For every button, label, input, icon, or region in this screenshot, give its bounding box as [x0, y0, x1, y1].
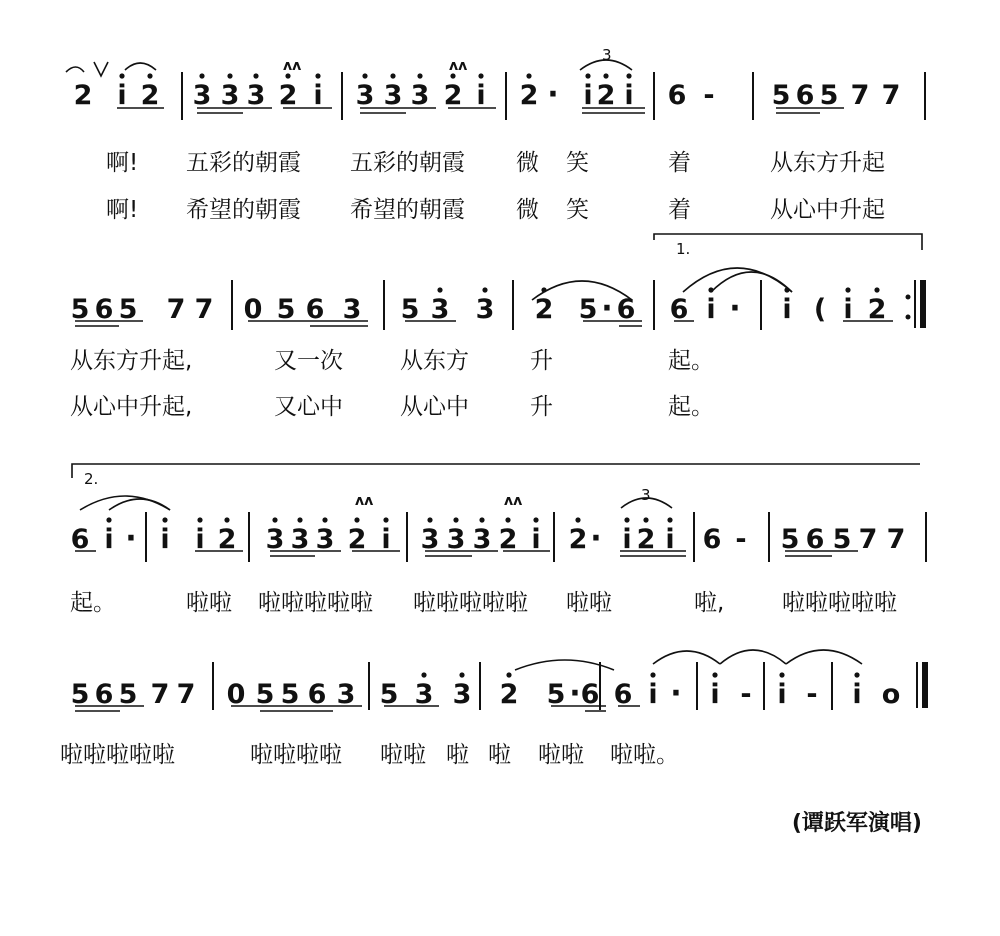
volta-second-label: 2.: [84, 470, 99, 488]
octave-dot: [482, 287, 487, 292]
octave-dot: [533, 517, 538, 522]
note: 2: [73, 80, 93, 111]
note: i: [622, 524, 632, 555]
lyric-s1-v1-2: 五彩的朝霞: [350, 150, 465, 176]
octave-dot: [603, 73, 608, 78]
note: 6: [613, 679, 633, 710]
note: 2: [636, 524, 656, 555]
note: 3: [220, 80, 240, 111]
note: i: [195, 524, 205, 555]
tie: [653, 651, 720, 664]
note: 0: [226, 679, 246, 710]
tie: [786, 650, 862, 664]
note: 6: [702, 524, 722, 555]
lyric-s1-v2-3: 微: [516, 197, 539, 223]
lyric-s1-v2-6: 从心中升起: [770, 197, 885, 223]
note: 2: [596, 80, 616, 111]
note: 3: [414, 679, 434, 710]
note: 3: [420, 524, 440, 555]
octave-dot: [874, 287, 879, 292]
lyric-s3-1: 啦啦: [186, 590, 232, 616]
note: 6: [795, 80, 815, 111]
note: 7: [881, 80, 901, 111]
octave-dot: [650, 672, 655, 677]
note: 2: [443, 80, 463, 111]
svg-text:ʌʌ: ʌʌ: [504, 493, 523, 509]
lyric-s2-v2-2: 从心中: [400, 394, 469, 420]
note: 5: [780, 524, 800, 555]
lyric-s2-v2-0: 从心中升起,: [70, 394, 193, 420]
note: 2: [498, 524, 518, 555]
octave-dot: [253, 73, 258, 78]
note: 6: [805, 524, 825, 555]
octave-dot: [197, 517, 202, 522]
note: 3: [410, 80, 430, 111]
octave-dot: [227, 73, 232, 78]
octave-dot: [453, 517, 458, 522]
note: 7: [194, 294, 214, 325]
note: i: [777, 679, 787, 710]
lyric-s1-v1-3: 微: [516, 150, 539, 176]
note: 7: [858, 524, 878, 555]
lyric-s3-2: 啦啦啦啦啦: [258, 590, 373, 616]
octave-dot: [626, 73, 631, 78]
octave-dot: [383, 517, 388, 522]
note: ·: [590, 521, 602, 556]
lyric-s1-v2-5: 着: [668, 197, 691, 223]
svg-text:ʌʌ: ʌʌ: [449, 58, 468, 74]
note: o: [881, 679, 901, 710]
note: 3: [472, 524, 492, 555]
note: 5: [832, 524, 852, 555]
lyric-s4-6: 啦啦。: [610, 742, 679, 768]
octave-dot: [322, 517, 327, 522]
note: 5: [379, 679, 399, 710]
note: 5: [70, 294, 90, 325]
octave-dot: [119, 73, 124, 78]
lyric-s2-v1-4: 起。: [668, 348, 714, 374]
octave-dot: [479, 517, 484, 522]
lyric-s2-v1-3: 升: [530, 348, 553, 374]
note: 3: [430, 294, 450, 325]
octave-dot: [427, 517, 432, 522]
lyric-s1-v2-2: 希望的朝霞: [350, 197, 465, 223]
note: ·: [547, 77, 559, 112]
note: 5: [546, 679, 566, 710]
note: ·: [670, 676, 682, 711]
note: -: [806, 679, 818, 710]
note: ·: [729, 291, 741, 326]
note: 6: [305, 294, 325, 325]
ornaments: [283, 58, 522, 509]
note: i: [117, 80, 127, 111]
octave-dot: [450, 73, 455, 78]
note: i: [710, 679, 720, 710]
tie: [711, 272, 792, 292]
octave-dot: [478, 73, 483, 78]
note: i: [843, 294, 853, 325]
svg-text:3: 3: [602, 46, 612, 64]
lyric-s1-v1-6: 从东方升起: [770, 150, 885, 176]
tie: [109, 499, 170, 510]
note: 7: [850, 80, 870, 111]
octave-dot: [845, 287, 850, 292]
lyric-s1-v2-1: 希望的朝霞: [186, 197, 301, 223]
note: i: [476, 80, 486, 111]
octave-dot: [354, 517, 359, 522]
note: 3: [246, 80, 266, 111]
lyric-s1-v1-5: 着: [668, 150, 691, 176]
slur: [66, 67, 84, 72]
lyric-s2-v2-3: 升: [530, 394, 553, 420]
note: 2: [278, 80, 298, 111]
note: 3: [342, 294, 362, 325]
note: 5: [118, 679, 138, 710]
lyric-s3-5: 啦,: [694, 590, 725, 616]
lyric-s2-v1-1: 又一次: [274, 348, 343, 374]
note: i: [160, 524, 170, 555]
volta-first-label: 1.: [676, 240, 691, 258]
note: 3: [265, 524, 285, 555]
lyric-s3-0: 起。: [70, 590, 116, 616]
octave-dot: [315, 73, 320, 78]
note: 7: [886, 524, 906, 555]
slur: [125, 63, 156, 70]
lyric-s4-2: 啦啦: [380, 742, 426, 768]
note: 6: [580, 679, 600, 710]
octave-dot: [285, 73, 290, 78]
lyric-s2-v2-4: 起。: [668, 394, 714, 420]
lyric-s1-v2-0: 啊!: [106, 197, 139, 223]
octave-dot: [162, 517, 167, 522]
note: 3: [383, 80, 403, 111]
octave-dot: [459, 672, 464, 677]
octave-dot: [779, 672, 784, 677]
octave-dot: [421, 672, 426, 677]
note: (: [813, 294, 827, 325]
breath-mark: [94, 62, 108, 76]
performer-credit: (谭跃军演唱): [791, 811, 922, 836]
note: 3: [446, 524, 466, 555]
note: i: [104, 524, 114, 555]
note: 2: [568, 524, 588, 555]
note: 7: [176, 679, 196, 710]
final-barline: [916, 662, 928, 708]
note: 7: [166, 294, 186, 325]
note: 6: [669, 294, 689, 325]
octave-dot: [272, 517, 277, 522]
volta-bracket: [72, 464, 920, 478]
note: 6: [667, 80, 687, 111]
note: 2: [519, 80, 539, 111]
note: 2: [347, 524, 367, 555]
note: 5: [280, 679, 300, 710]
note: 5: [400, 294, 420, 325]
lyric-s1-v1-4: 笑: [566, 150, 589, 176]
lyric-s4-1: 啦啦啦啦: [250, 742, 342, 768]
octave-dot: [147, 73, 152, 78]
lyric-s4-3: 啦: [446, 742, 469, 768]
octave-dot: [667, 517, 672, 522]
octave-dot: [390, 73, 395, 78]
note: -: [735, 524, 747, 555]
octave-dot: [712, 672, 717, 677]
tuplet-markers: [602, 46, 651, 504]
note: ·: [601, 291, 613, 326]
note: -: [740, 679, 752, 710]
octave-dot: [506, 672, 511, 677]
lyric-s1-v1-0: 啊!: [106, 150, 139, 176]
octave-dot: [575, 517, 580, 522]
volta-bracket: [654, 234, 922, 250]
note: 3: [315, 524, 335, 555]
octave-dot: [199, 73, 204, 78]
svg-text:ʌʌ: ʌʌ: [283, 58, 302, 74]
note: ·: [125, 521, 137, 556]
score-system-3: [71, 512, 926, 562]
note: 2: [499, 679, 519, 710]
octave-dot: [624, 517, 629, 522]
note: 5: [255, 679, 275, 710]
note: i: [381, 524, 391, 555]
note: 3: [475, 294, 495, 325]
note: ·: [569, 676, 581, 711]
note: 5: [276, 294, 296, 325]
lyric-s1-v1-1: 五彩的朝霞: [186, 150, 301, 176]
note: 5: [70, 679, 90, 710]
octave-dot: [437, 287, 442, 292]
note: -: [703, 80, 715, 111]
note: 2: [140, 80, 160, 111]
lyric-s3-4: 啦啦: [566, 590, 612, 616]
octave-dot: [526, 73, 531, 78]
note: 6: [94, 679, 114, 710]
octave-dot: [224, 517, 229, 522]
note: i: [782, 294, 792, 325]
score-system-2: [71, 280, 887, 330]
note: i: [583, 80, 593, 111]
note: 6: [616, 294, 636, 325]
lyric-s4-5: 啦啦: [538, 742, 584, 768]
note: i: [706, 294, 716, 325]
note: i: [665, 524, 675, 555]
svg-text:ʌʌ: ʌʌ: [355, 493, 374, 509]
octave-dot: [297, 517, 302, 522]
octave-dot: [362, 73, 367, 78]
note: 6: [307, 679, 327, 710]
lyric-s2-v1-2: 从东方: [400, 348, 469, 374]
note: 3: [452, 679, 472, 710]
lyric-s4-0: 啦啦啦啦啦: [60, 742, 175, 768]
repeat-end: [906, 280, 927, 328]
svg-text:3: 3: [641, 486, 651, 504]
octave-dot: [854, 672, 859, 677]
note: 3: [290, 524, 310, 555]
lyric-s4-4: 啦: [488, 742, 511, 768]
note: 5: [819, 80, 839, 111]
note: i: [852, 679, 862, 710]
lyric-s3-3: 啦啦啦啦啦: [413, 590, 528, 616]
octave-dot: [505, 517, 510, 522]
lyric-s2-v1-0: 从东方升起,: [70, 348, 193, 374]
note: 6: [94, 294, 114, 325]
note: 5: [578, 294, 598, 325]
lyric-s1-v2-4: 笑: [566, 197, 589, 223]
note: 0: [243, 294, 263, 325]
note: i: [313, 80, 323, 111]
note: 5: [771, 80, 791, 111]
tie: [720, 650, 786, 664]
octave-dot: [585, 73, 590, 78]
note: 3: [192, 80, 212, 111]
note: i: [648, 679, 658, 710]
note: 3: [336, 679, 356, 710]
lyric-s3-6: 啦啦啦啦啦: [782, 590, 897, 616]
note: 2: [867, 294, 887, 325]
note: 5: [118, 294, 138, 325]
note: i: [531, 524, 541, 555]
note: 3: [355, 80, 375, 111]
octave-dot: [106, 517, 111, 522]
lyric-s2-v2-1: 又心中: [274, 394, 343, 420]
octave-dot: [417, 73, 422, 78]
score-system-4: [71, 662, 901, 711]
octave-dot: [643, 517, 648, 522]
note: i: [624, 80, 634, 111]
note: 7: [150, 679, 170, 710]
note: 2: [534, 294, 554, 325]
note: 2: [217, 524, 237, 555]
note: 6: [70, 524, 90, 555]
